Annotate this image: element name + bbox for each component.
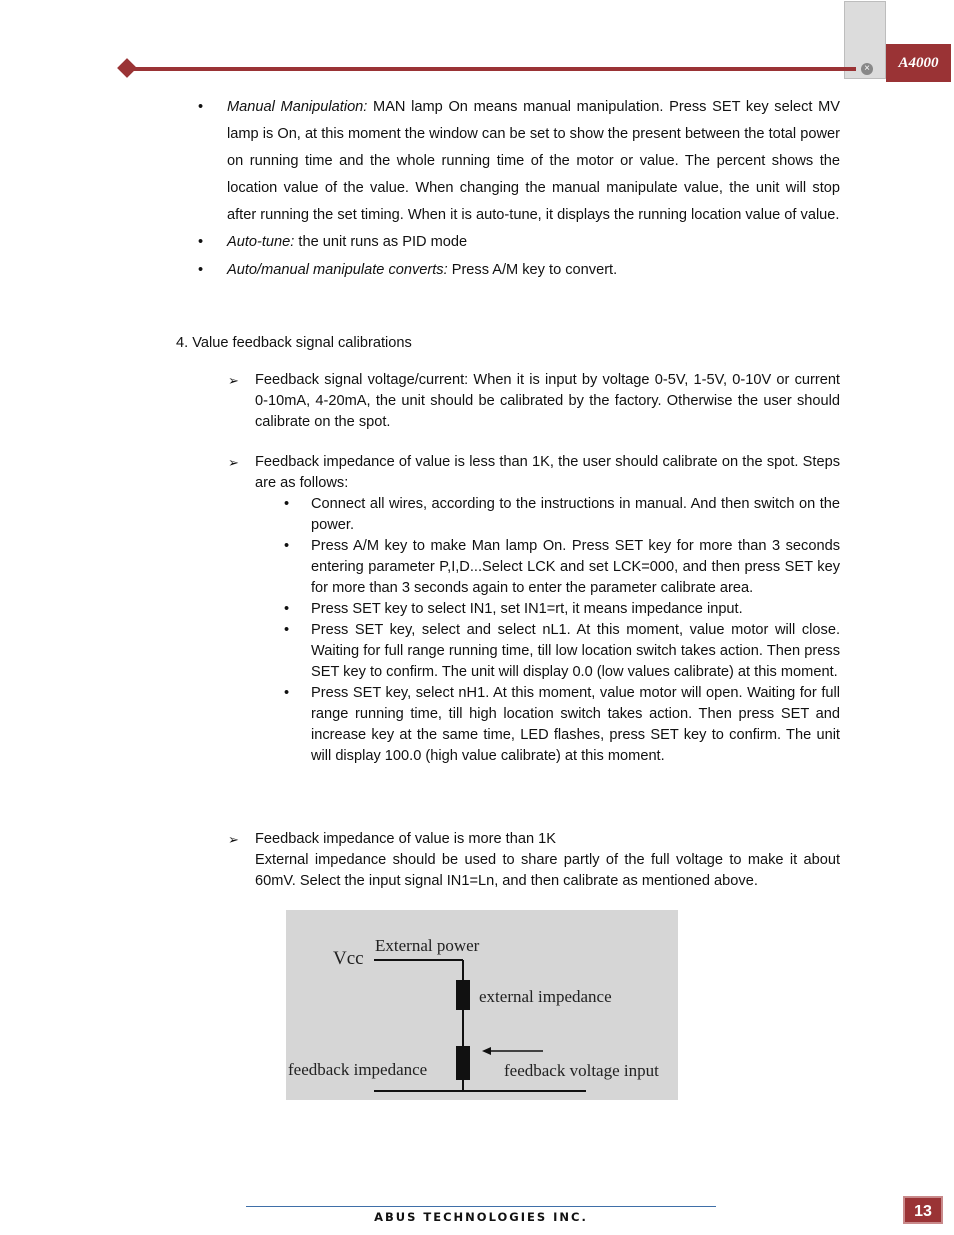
step-item xyxy=(284,494,840,536)
list-item xyxy=(198,229,840,256)
footer-company: ABUS TECHNOLOGIES INC. xyxy=(374,1210,588,1224)
step-text: Press A/M key to make Man lamp On. Press SET key for more than 3 seconds entering parameter P,I,D...Select LCK and set LCK=000, and then press SET key for more than 3 seconds again to enter the parameter calibrate area. xyxy=(311,538,840,596)
external-power-label: External power xyxy=(375,936,480,955)
block-text: External impedance should be used to share partly of the full voltage to make it about 60mV. Select the input signal IN1=Ln, and then calibrate as mentioned above. xyxy=(255,852,840,889)
step-text: Connect all wires, according to the instructions in manual. And then switch on the power. xyxy=(311,496,840,533)
model-badge: A4000 xyxy=(886,44,951,82)
bullet-text: Press A/M key to convert. xyxy=(447,262,618,278)
close-circle-icon: × xyxy=(861,63,873,75)
feedback-impedance-resistor xyxy=(456,1046,470,1080)
bullet-icon: • xyxy=(198,262,204,278)
header-diamond-icon xyxy=(117,58,137,78)
arrow-bullet-icon: ➢ xyxy=(228,832,239,847)
bullet-icon: • xyxy=(284,538,290,554)
arrow-bullet-icon: ➢ xyxy=(228,455,239,470)
steps-list xyxy=(284,494,840,767)
footer-rule xyxy=(246,1206,716,1207)
block-text: Feedback signal voltage/current: When it is input by voltage 0-5V, 1-5V, 0-10V or current 0-10mA, 4-20mA, the unit should be calibrated by the factory. Otherwise the user should calibrate on the spot. xyxy=(255,372,840,430)
bullet-icon: • xyxy=(284,496,290,512)
mode-bullet-list xyxy=(198,94,840,284)
block-text: Feedback impedance of value is less than 1K, the user should calibrate on the spot. Steps are as follows: xyxy=(255,454,840,491)
circuit-diagram xyxy=(286,910,678,1100)
external-impedance-label: external impedance xyxy=(479,987,612,1006)
bullet-icon: • xyxy=(198,234,204,250)
list-item xyxy=(198,257,840,284)
bullet-icon: • xyxy=(198,99,204,115)
arrow-block-low-impedance xyxy=(228,452,840,767)
feedback-impedance-label: feedback impedance xyxy=(288,1060,428,1079)
step-item xyxy=(284,536,840,599)
bullet-text: MAN lamp On means manual manipulation. Press SET key select MV lamp is On, at this moment the window can be set to show the present between the total power on running time and the whole running time of the motor or value. The percent shows the location value of the value. When changing the manual manipulate value, the unit will stop after running the set timing. When it is auto-tune, it displays the running location value of value. xyxy=(227,99,840,223)
step-item xyxy=(284,599,840,620)
header-rule xyxy=(128,67,856,71)
arrow-bullet-icon: ➢ xyxy=(228,373,239,388)
bullet-icon: • xyxy=(284,685,290,701)
step-item xyxy=(284,620,840,683)
block-title: Feedback impedance of value is more than 1K xyxy=(255,831,556,847)
vcc-label: Vcc xyxy=(333,948,364,969)
step-item xyxy=(284,683,840,767)
bullet-term: Auto-tune: xyxy=(227,234,295,250)
step-text: Press SET key to select IN1, set IN1=rt, it means impedance input. xyxy=(311,601,743,617)
feedback-voltage-input-label: feedback voltage input xyxy=(504,1061,659,1080)
external-impedance-resistor xyxy=(456,980,470,1010)
bullet-icon: • xyxy=(284,601,290,617)
bullet-term: Manual Manipulation: xyxy=(227,99,368,115)
input-arrow-icon xyxy=(482,1047,491,1055)
bullet-text: the unit runs as PID mode xyxy=(294,234,468,250)
bullet-icon: • xyxy=(284,622,290,638)
circuit-diagram-svg xyxy=(286,910,678,1100)
section-title: 4. Value feedback signal calibrations xyxy=(176,335,412,351)
bullet-term: Auto/manual manipulate converts: xyxy=(227,262,448,278)
list-item xyxy=(198,94,840,229)
page-number: 13 xyxy=(903,1196,943,1224)
step-text: Press SET key, select and select nL1. At this moment, value motor will close. Waiting for full range running time, till low location switch takes action. Then press SET key to confirm. The unit will display 0.0 (low values calibrate) at this moment. xyxy=(311,622,840,680)
step-text: Press SET key, select nH1. At this moment, value motor will open. Waiting for full range running time, till high location switch takes action. Then press SET and increase key at the same time, LED flashes, press SET key to confirm. The unit will display 100.0 (high value calibrate) at this moment. xyxy=(311,685,840,764)
arrow-block-high-impedance xyxy=(228,829,840,892)
arrow-block-voltage-current xyxy=(228,370,840,433)
